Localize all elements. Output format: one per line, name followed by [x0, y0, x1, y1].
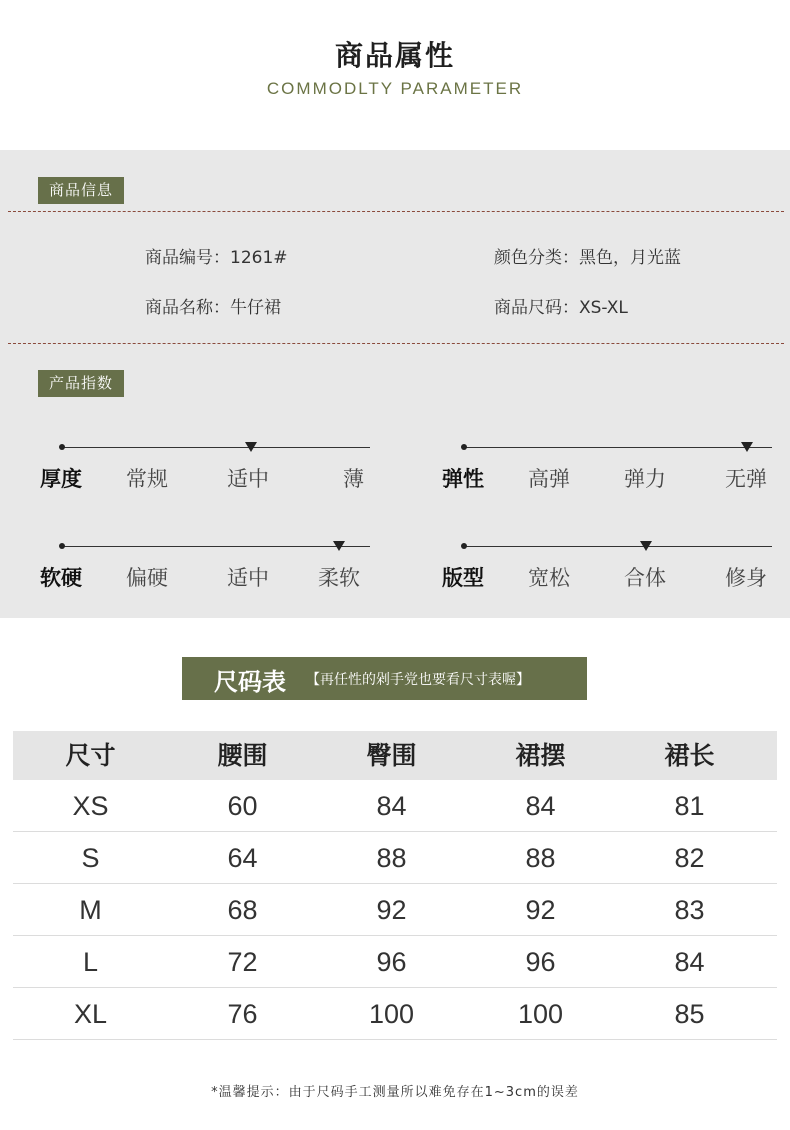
table-cell: 83 [674, 895, 705, 925]
scale-label: 软硬 [40, 566, 82, 590]
info-value: 黑色，月光蓝 [579, 248, 681, 268]
scale-option: 弹力 [624, 467, 666, 491]
size-chart-title: 尺码表 [214, 668, 286, 696]
size-chart-note: 【再任性的剁手党也要看尺寸表喔】 [306, 672, 530, 688]
table-header-cell: 尺寸 [65, 741, 116, 770]
info-item-size-range [494, 293, 628, 318]
scale-option: 柔软 [318, 566, 360, 590]
table-cell: 81 [674, 791, 705, 821]
scale-start-dot [59, 543, 65, 549]
scale-option: 薄 [343, 467, 364, 491]
scale-option: 适中 [227, 467, 269, 491]
table-cell: 64 [227, 843, 258, 873]
scale-marker-icon [333, 541, 345, 551]
table-row [13, 884, 777, 936]
info-label: 商品编号： [145, 248, 230, 268]
scale-start-dot [461, 444, 467, 450]
info-item-product-name [145, 293, 281, 318]
scale-option: 宽松 [528, 566, 570, 590]
scale-option: 无弹 [725, 467, 767, 491]
scale-label: 版型 [442, 566, 484, 590]
table-cell: 96 [525, 947, 556, 977]
table-cell: 84 [525, 791, 556, 821]
table-row [13, 988, 777, 1040]
table-cell: 76 [227, 999, 258, 1029]
scale-track [62, 447, 370, 448]
table-cell: 92 [525, 895, 556, 925]
table-header-cell: 臀围 [366, 741, 417, 770]
info-label: 颜色分类： [494, 248, 579, 268]
table-cell: M [79, 895, 102, 925]
table-row [13, 936, 777, 988]
table-cell: 84 [376, 791, 407, 821]
table-cell: XS [72, 791, 109, 821]
info-value: 牛仔裙 [230, 298, 281, 318]
page-subtitle: COMMODLTY PARAMETER [266, 79, 524, 98]
table-cell: 100 [517, 999, 564, 1029]
scale-marker-icon [640, 541, 652, 551]
table-cell: 100 [368, 999, 415, 1029]
info-label: 商品名称： [145, 298, 230, 318]
product-info-tag: 商品信息 [38, 177, 124, 204]
info-value: XS-XL [579, 298, 628, 318]
table-cell: 88 [525, 843, 556, 873]
table-row [13, 780, 777, 832]
table-header-cell: 腰围 [217, 741, 268, 770]
table-cell: 88 [376, 843, 407, 873]
table-cell: XL [73, 999, 108, 1029]
scale-track [464, 447, 772, 448]
scale-option: 合体 [624, 566, 666, 590]
table-cell: 68 [227, 895, 258, 925]
scale-start-dot [461, 543, 467, 549]
table-cell: 96 [376, 947, 407, 977]
table-cell: 92 [376, 895, 407, 925]
table-header-cell: 裙长 [664, 741, 715, 770]
table-cell: 82 [674, 843, 705, 873]
divider [8, 211, 784, 212]
scale-option: 适中 [227, 566, 269, 590]
scale-track [464, 546, 772, 547]
scale-option: 偏硬 [126, 566, 168, 590]
scale-label: 弹性 [442, 467, 484, 491]
table-row [13, 832, 777, 884]
table-cell: L [82, 947, 99, 977]
table-cell: 72 [227, 947, 258, 977]
size-table [13, 731, 777, 1040]
scale-option: 常规 [126, 467, 168, 491]
scale-start-dot [59, 444, 65, 450]
table-cell: 84 [674, 947, 705, 977]
table-header-row [13, 731, 777, 780]
table-cell: S [81, 843, 100, 873]
table-header-cell: 裙摆 [515, 741, 566, 770]
scale-marker-icon [741, 442, 753, 452]
table-cell: 85 [674, 999, 705, 1029]
scale-track [62, 546, 370, 547]
scale-option: 修身 [725, 566, 767, 590]
scale-label: 厚度 [40, 467, 82, 491]
measurement-note: *温馨提示：由于尺码手工测量所以难免存在1~3cm的误差 [211, 1085, 579, 1100]
divider [8, 343, 784, 344]
product-index-tag: 产品指数 [38, 370, 124, 397]
info-label: 商品尺码： [494, 298, 579, 318]
scale-marker-icon [245, 442, 257, 452]
size-chart-banner [182, 657, 587, 700]
scale-option: 高弹 [528, 467, 570, 491]
info-item-color [494, 243, 681, 268]
info-item-product-number [145, 243, 288, 268]
page-title: 商品属性 [334, 39, 455, 72]
table-cell: 60 [227, 791, 258, 821]
info-value: 1261# [230, 248, 288, 268]
